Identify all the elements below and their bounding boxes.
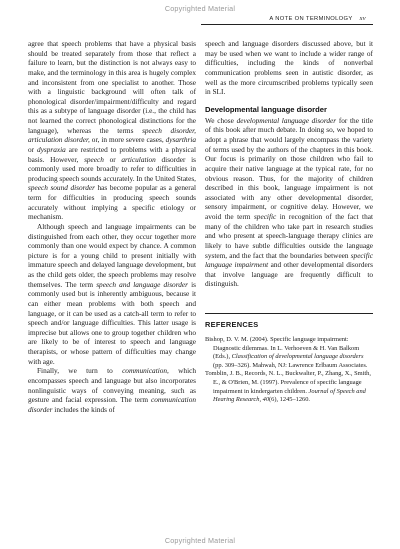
reference-item: Bishop, D. V. M. (2004). Specific language impairment: Diagnostic dilemmas. In L. Verhoeven & H. Van Balkom (Eds.), Classification of developmental language disorders (pp. 309–326). Mahwah, NJ: Lawrence Erlbaum Associates.	[205, 336, 368, 369]
section-heading: Developmental language disorder	[205, 104, 327, 114]
references-heading: REFERENCES	[205, 320, 259, 329]
watermark-top: Copyrighted Material	[164, 4, 236, 13]
running-title: A NOTE ON TERMINOLOGY	[269, 16, 353, 22]
watermark-bottom: Copyrighted Material	[164, 536, 236, 545]
paragraph: Finally, we turn to communication, which encompasses speech and language but also incorporates nonlinguistic ways of conveying meaning, such as gesture and facial expression. The term communication disorder includes the kinds of	[28, 366, 196, 414]
running-head	[269, 15, 366, 22]
header-rule	[201, 24, 373, 25]
left-column	[28, 39, 196, 414]
paragraph: Although speech and language impairments can be distinguished from each other, they occur together more commonly than one would expect by chance. A common picture is for a young child to present initially with immature speech and delayed language development, but as the child gets older, the speech problems may resolve themselves. The term speech and language disorder is commonly used but is inherently ambiguous, because it can either mean problems with both speech and language, or it can be used as a catch-all term to refer to speech and/or language difficulties. This latter usage is imprecise but allows one to group together children who are likely to be of interest to speech and language therapists, or whose pattern of difficulties may change with age.	[28, 221, 196, 366]
references-section	[205, 313, 373, 405]
paragraph: speech and language disorders discussed above, but it may be used when we want to include a wider range of difficulties, including the kinds of nonverbal communication problems seen in autistic disorder, as well as the more circumscribed problems typically seen in SLI.	[205, 39, 373, 97]
paragraph: We chose developmental language disorder for the title of this book after much debate. In doing so, we hoped to adopt a phrase that would largely encompass the variety of terms used by the authors of the chapters in this book. Our focus is primarily on those children who fail to acquire their native language at the typical rate, for no obvious reason. Thus, for the majority of children described in this book, language impairment is not associated with any other developmental disorder, sensory impairment, or cognitive delay. However, we avoid the term specific in recognition of the fact that many of the children who take part in research studies and who present at speech-language therapy clinics are likely to have subtle difficulties outside the language system, and the fact that the boundaries between specific language impairment and other developmental disorders that involve language are frequently difficult to distinguish.	[205, 115, 373, 289]
right-column	[205, 39, 373, 405]
paragraph: agree that speech problems that have a physical basis should be treated separately from those that reflect a failure to learn, but the distinction is not always easy to make, and the terminology in this area is hugely complex and inconsistent from one specialist to another. Those with a linguistic background will often talk of phonological disorder/impairment/difficulty and regard this as a subtype of language disorder (i.e., the child has not learned the correct phonological distinctions for the language), whereas the terms speech disorder, articulation disorder, or, in more severe cases, dysarthria or dyspraxia are restricted to problems with a physical basis. However, speech or articulation disorder is commonly used more broadly to refer to difficulties in producing speech sounds accurately. In the United States, speech sound disorder has become popular as a general term for difficulties in producing speech sounds accurately without implying a specific etiology or mechanism.	[28, 39, 197, 222]
reference-item: Tomblin, J. B., Records, N. L., Buckwalter, P., Zhang, X., Smith, E., & O'Brien, M. (1997). Prevalence of specific language impairment in kindergarten children. Journal of Speech and Hearing Research, 40(6), 1245–1260.	[205, 370, 371, 404]
page-number: xv	[359, 15, 366, 22]
